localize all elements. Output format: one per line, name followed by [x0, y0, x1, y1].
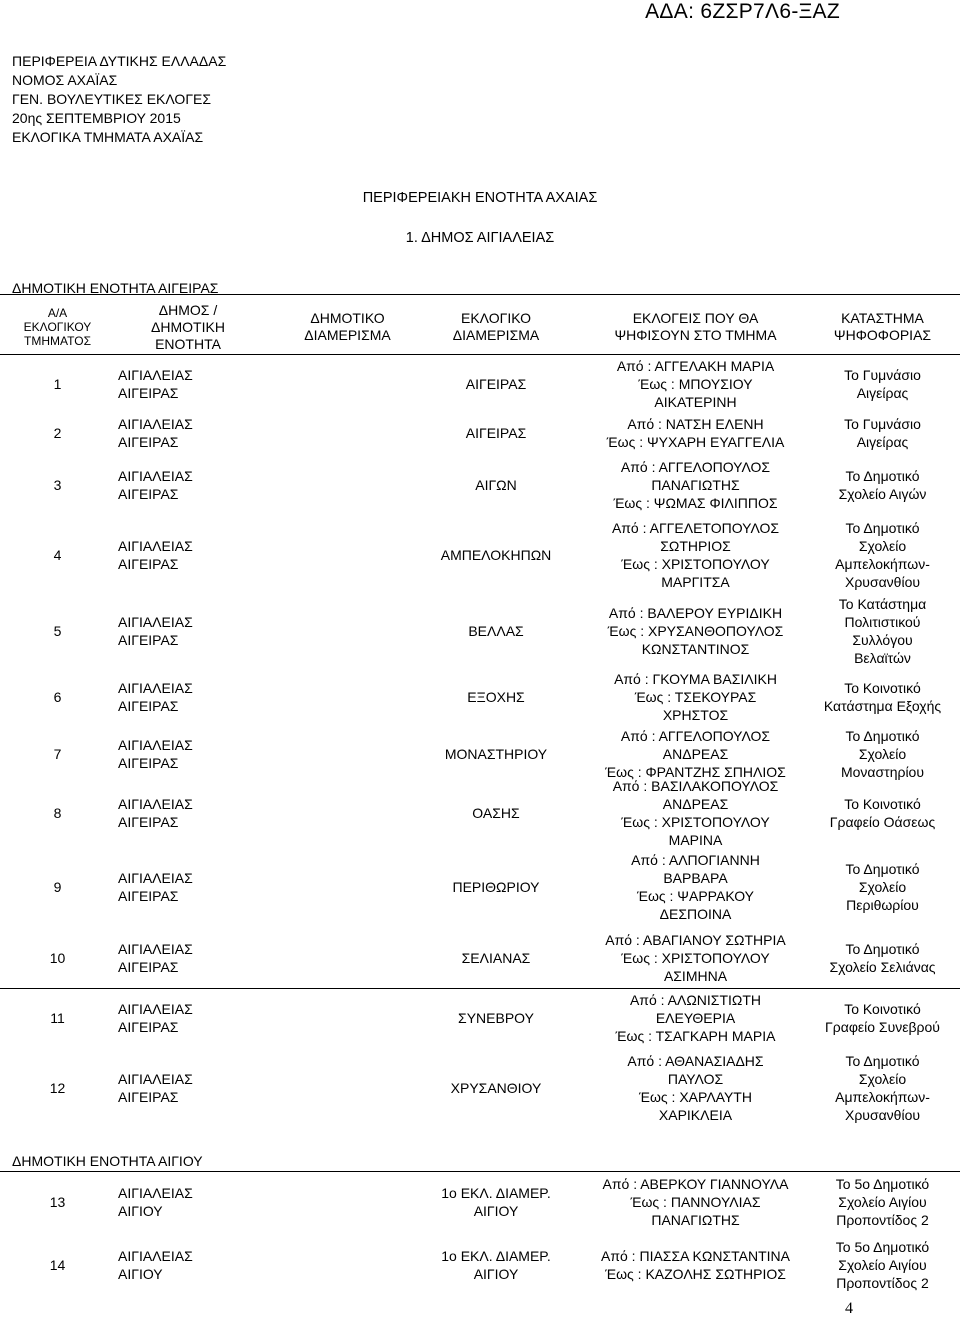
- cell-line: Σχολείο Αιγών: [838, 486, 927, 502]
- cell-line: Το Δημοτικό: [845, 520, 920, 536]
- cell-line: 4: [53, 547, 62, 563]
- header-municipality: [118, 298, 258, 356]
- header-voters: [578, 298, 813, 356]
- header-line: ΕΚΛΟΓΙΚΟ: [460, 310, 532, 326]
- cell-line: ΑΙΓΙΑΛΕΙΑΣ: [118, 468, 193, 484]
- electoral-district-cell: [418, 1050, 574, 1126]
- cell-line: 13: [49, 1194, 66, 1210]
- cell-line: ΕΞΟΧΗΣ: [467, 689, 525, 705]
- cell-line: ΑΙΓΙΟΥ: [473, 1266, 519, 1282]
- cell-line: Από : ΑΓΓΕΛΟΠΟΥΛΟΣ: [620, 728, 771, 744]
- cell-line: Σχολείο Αιγίου: [838, 1194, 927, 1210]
- cell-line: Σχολείο: [858, 1071, 907, 1087]
- cell-line: Προποντίδος 2: [836, 1275, 929, 1291]
- header-line: ΔΗΜΟΣ /: [158, 301, 218, 318]
- header-section-number: [10, 298, 105, 356]
- section-number: [10, 930, 105, 986]
- cell-line: ΑΙΓΙΑΛΕΙΑΣ: [118, 680, 193, 696]
- voters-range-cell: [578, 356, 813, 412]
- header-line: ΨΗΦΟΦΟΡΙΑΣ: [833, 327, 932, 343]
- cell-line: Το Δημοτικό: [845, 468, 920, 484]
- polling-station-cell: [810, 1050, 955, 1126]
- municipality-cell: [118, 454, 238, 516]
- cell-line: Έως : ΨΑΡΡΑΚΟΥ: [636, 888, 755, 904]
- header-polling-station: [810, 298, 955, 356]
- cell-line: Έως : ΜΠΟΥΣΙΟΥ: [638, 376, 753, 392]
- voters-range-cell: [578, 1234, 813, 1296]
- cell-line: ΑΙΓΕΙΡΑΣ: [118, 1089, 179, 1105]
- table-row: [0, 844, 960, 930]
- voters-range-cell: [578, 668, 813, 726]
- cell-line: Έως : ΨΥΧΑΡΗ ΕΥΑΓΓΕΛΙΑ: [606, 434, 785, 450]
- header-line: ΔΗΜΟΤΙΚΟ: [310, 310, 385, 326]
- table-row: [0, 1050, 960, 1126]
- municipality-cell: [118, 986, 238, 1050]
- municipality-cell: [118, 1050, 238, 1126]
- polling-station-cell: [810, 782, 955, 844]
- cell-line: 5: [53, 623, 62, 639]
- cell-line: Έως : ΧΡΙΣΤΟΠΟΥΛΟΥ: [621, 814, 770, 830]
- cell-line: Το Δημοτικό: [845, 728, 920, 744]
- cell-line: Από : ΓΚΟΥΜΑ ΒΑΣΙΛΙΚΗ: [614, 671, 777, 687]
- electoral-district-cell: [418, 782, 574, 844]
- section-number: [10, 1050, 105, 1126]
- cell-line: 2: [53, 425, 62, 441]
- page-number: 4: [845, 1300, 853, 1317]
- polling-station-cell: [810, 668, 955, 726]
- cell-line: Αιγείρας: [856, 385, 909, 401]
- cell-line: Από : ΑΓΓΕΛΕΤΟΠΟΥΛΟΣ: [611, 520, 780, 536]
- cell-line: Το Γυμνάσιο: [844, 367, 921, 383]
- cell-line: ΧΑΡΙΚΛΕΙΑ: [658, 1107, 733, 1123]
- cell-line: ΑΙΓΕΙΡΑΣ: [118, 434, 179, 450]
- cell-line: ΚΩΝΣΤΑΝΤΙΝΟΣ: [641, 641, 750, 657]
- table-row: [0, 986, 960, 1050]
- cell-line: ΑΙΓΙΑΛΕΙΑΣ: [118, 941, 193, 957]
- table-row: [0, 356, 960, 412]
- ada-code: ΑΔΑ: 6ΖΣΡ7Λ6-ΞΑΖ: [645, 0, 840, 23]
- cell-line: Από : ΑΛΩΝΙΣΤΙΩΤΗ: [629, 992, 762, 1008]
- cell-line: 14: [49, 1257, 66, 1273]
- table-row: [0, 594, 960, 668]
- document-headlines: [12, 52, 226, 147]
- cell-line: Από : ΑΘΑΝΑΣΙΑΔΗΣ: [627, 1053, 764, 1069]
- cell-line: Έως : ΧΡΙΣΤΟΠΟΥΛΟΥ: [621, 950, 770, 966]
- cell-line: ΑΙΓΕΙΡΑΣ: [465, 376, 527, 392]
- cell-line: Το Δημοτικό: [845, 861, 920, 877]
- cell-line: ΑΙΓΙΑΛΕΙΑΣ: [118, 796, 193, 812]
- cell-line: Σχολείο: [858, 746, 907, 762]
- electoral-district-cell: [418, 454, 574, 516]
- cell-line: ΑΙΓΙΑΛΕΙΑΣ: [118, 737, 193, 753]
- cell-line: 3: [53, 477, 62, 493]
- cell-line: ΑΝΔΡΕΑΣ: [662, 746, 729, 762]
- municipality-cell: [118, 356, 238, 412]
- municipality-cell: [118, 930, 238, 986]
- headline: ΠΕΡΙΦΕΡΕΙΑ ΔΥΤΙΚΗΣ ΕΛΛΑΔΑΣ: [12, 53, 227, 69]
- cell-line: Από : ΑΒΑΓΙΑΝΟΥ ΣΩΤΗΡΙΑ: [605, 932, 786, 948]
- header-municipal-district: [280, 298, 415, 356]
- cell-line: Σχολείο: [858, 879, 907, 895]
- electoral-district-cell: [418, 1234, 574, 1296]
- cell-line: Το 5ο Δημοτικό: [835, 1176, 930, 1192]
- section-number: [10, 356, 105, 412]
- cell-line: ΑΣΙΜΗΝΑ: [663, 968, 728, 984]
- table-rule: [0, 294, 960, 295]
- voters-range-cell: [578, 986, 813, 1050]
- municipality-cell: [118, 668, 238, 726]
- voters-range-cell: [578, 778, 813, 848]
- electoral-district-cell: [418, 412, 574, 454]
- header-line: ΕΚΛΟΓΙΚΟΥ: [23, 320, 92, 334]
- headline: ΕΚΛΟΓΙΚΑ ΤΜΗΜΑΤΑ ΑΧΑΪΑΣ: [12, 129, 204, 145]
- cell-line: Από : ΒΑΛΕΡΟΥ ΕΥΡΙΔΙΚΗ: [608, 605, 783, 621]
- cell-line: ΑΙΓΕΙΡΑΣ: [118, 556, 179, 572]
- cell-line: ΜΑΡΓΙΤΣΑ: [661, 574, 730, 590]
- cell-line: ΑΙΓΕΙΡΑΣ: [465, 425, 527, 441]
- header-line: ΤΜΗΜΑΤΟΣ: [24, 334, 91, 348]
- voters-range-cell: [578, 930, 813, 986]
- cell-line: ΟΑΣΗΣ: [472, 805, 520, 821]
- cell-line: Συλλόγου: [852, 632, 913, 648]
- voters-range-cell: [578, 844, 813, 930]
- cell-line: Κατάστημα Εξοχής: [823, 698, 942, 714]
- polling-station-cell: [810, 1234, 955, 1296]
- header-line: Α/Α: [47, 306, 68, 320]
- cell-line: ΑΙΓΙΑΛΕΙΑΣ: [118, 367, 193, 383]
- cell-line: Έως : ΦΡΑΝΤΖΗΣ ΣΠΗΛΙΟΣ: [605, 764, 786, 780]
- cell-line: ΑΙΓΙΑΛΕΙΑΣ: [118, 416, 193, 432]
- cell-line: ΒΑΡΒΑΡΑ: [663, 870, 728, 886]
- header-line: ΔΗΜΟΤΙΚΗ: [151, 318, 225, 335]
- cell-line: ΜΑΡΙΝΑ: [668, 832, 723, 848]
- table-row: [0, 778, 960, 848]
- cell-line: Το Κοινοτικό: [844, 680, 921, 696]
- cell-line: Αμπελοκήπων-: [835, 1089, 930, 1105]
- section-number: [10, 1170, 105, 1234]
- electoral-district-cell: [418, 668, 574, 726]
- cell-line: 6: [53, 689, 62, 705]
- headline: ΓΕΝ. ΒΟΥΛΕΥΤΙΚΕΣ ΕΚΛΟΓΕΣ: [12, 91, 212, 107]
- header-line: ΚΑΤΑΣΤΗΜΑ: [841, 310, 924, 326]
- cell-line: ΑΜΠΕΛΟΚΗΠΩΝ: [440, 547, 552, 563]
- cell-line: ΑΙΓΕΙΡΑΣ: [118, 632, 179, 648]
- cell-line: Περιθωρίου: [846, 897, 919, 913]
- voters-range-cell: [578, 516, 813, 594]
- municipality-cell: [118, 844, 238, 930]
- header-electoral-district: [418, 298, 574, 356]
- cell-line: ΠΑΝΑΓΙΩΤΗΣ: [651, 1212, 740, 1228]
- section-number: [10, 516, 105, 594]
- table-row: [0, 668, 960, 726]
- cell-line: ΠΕΡΙΘΩΡΙΟΥ: [452, 879, 540, 895]
- table-rule: [0, 354, 960, 355]
- cell-line: ΣΩΤΗΡΙΟΣ: [660, 538, 731, 554]
- polling-station-cell: [810, 454, 955, 516]
- section-number: [10, 782, 105, 844]
- cell-line: Από : ΑΓΓΕΛΑΚΗ ΜΑΡΙΑ: [616, 358, 775, 374]
- cell-line: Έως : ΤΣΕΚΟΥΡΑΣ: [634, 689, 757, 705]
- cell-line: ΑΙΓΙΑΛΕΙΑΣ: [118, 538, 193, 554]
- cell-line: Από : ΠΙΑΣΣΑ ΚΩΝΣΤΑΝΤΙΝΑ: [601, 1248, 790, 1264]
- cell-line: Σχολείο Αιγίου: [838, 1257, 927, 1273]
- section-number: [10, 668, 105, 726]
- cell-line: Μοναστηρίου: [840, 764, 924, 780]
- cell-line: ΑΙΓΕΙΡΑΣ: [118, 959, 179, 975]
- cell-line: ΑΙΓΙΟΥ: [473, 1203, 519, 1219]
- cell-line: Έως : ΤΣΑΓΚΑΡΗ ΜΑΡΙΑ: [615, 1028, 776, 1044]
- voters-range-cell: [578, 454, 813, 516]
- electoral-district-cell: [418, 986, 574, 1050]
- cell-line: ΣΕΛΙΑΝΑΣ: [461, 950, 531, 966]
- section-number: [10, 986, 105, 1050]
- cell-line: ΜΟΝΑΣΤΗΡΙΟΥ: [444, 746, 548, 762]
- cell-line: ΑΙΓΕΙΡΑΣ: [118, 814, 179, 830]
- cell-line: Το Κοινοτικό: [844, 796, 921, 812]
- municipality-cell: [118, 726, 238, 782]
- cell-line: Έως : ΠΑΝΝΟΥΛΙΑΣ: [630, 1194, 761, 1210]
- header-line: ΨΗΦΙΣΟΥΝ ΣΤΟ ΤΜΗΜΑ: [614, 327, 777, 343]
- polling-station-cell: [810, 1170, 955, 1234]
- cell-line: 10: [49, 950, 66, 966]
- cell-line: Έως : ΨΩΜΑΣ ΦΙΛΙΠΠΟΣ: [613, 495, 778, 511]
- cell-line: ΠΑΥΛΟΣ: [667, 1071, 724, 1087]
- municipality-cell: [118, 782, 238, 844]
- table-rule: [0, 988, 960, 989]
- cell-line: Αμπελοκήπων-: [835, 556, 930, 572]
- electoral-district-cell: [418, 726, 574, 782]
- electoral-district-cell: [418, 930, 574, 986]
- cell-line: Αιγείρας: [856, 434, 909, 450]
- cell-line: 1ο ΕΚΛ. ΔΙΑΜΕΡ.: [441, 1248, 551, 1264]
- cell-line: ΒΕΛΛΑΣ: [468, 623, 524, 639]
- cell-line: ΠΑΝΑΓΙΩΤΗΣ: [651, 477, 740, 493]
- cell-line: Έως : ΚΑΖΟΛΗΣ ΣΩΤΗΡΙΟΣ: [605, 1266, 786, 1282]
- cell-line: Το Δημοτικό: [845, 941, 920, 957]
- cell-line: ΑΙΓΕΙΡΑΣ: [118, 755, 179, 771]
- cell-line: Το Κατάστημα: [838, 596, 927, 612]
- cell-line: Από : ΑΛΠΟΓΙΑΝΝΗ: [631, 852, 760, 868]
- header-line: ΔΙΑΜΕΡΙΣΜΑ: [452, 327, 540, 343]
- cell-line: Χρυσανθίου: [844, 1107, 921, 1123]
- cell-line: Από : ΒΑΣΙΛΑΚΟΠΟΥΛΟΣ: [612, 778, 779, 794]
- cell-line: Το 5ο Δημοτικό: [835, 1239, 930, 1255]
- cell-line: Από : ΑΒΕΡΚΟΥ ΓΙΑΝΝΟΥΛΑ: [602, 1176, 789, 1192]
- cell-line: 11: [50, 1010, 65, 1026]
- cell-line: Σχολείο Σελιάνας: [829, 959, 936, 975]
- cell-line: ΑΙΓΕΙΡΑΣ: [118, 698, 179, 714]
- municipality-cell: [118, 594, 238, 668]
- cell-line: Γραφείο Οάσεως: [829, 814, 936, 830]
- voters-range-cell: [578, 412, 813, 454]
- header-line: ΕΚΛΟΓΕΙΣ ΠΟΥ ΘΑ: [632, 310, 759, 326]
- cell-line: Γραφείο Συνεβρού: [825, 1019, 940, 1035]
- section-number: [10, 594, 105, 668]
- municipality-title: 1. ΔΗΜΟΣ ΑΙΓΙΑΛΕΙΑΣ: [405, 230, 555, 246]
- polling-station-cell: [810, 516, 955, 594]
- cell-line: ΑΙΓΙΑΛΕΙΑΣ: [118, 614, 193, 630]
- cell-line: ΑΙΚΑΤΕΡΙΝΗ: [654, 394, 737, 410]
- cell-line: ΑΙΓΙΑΛΕΙΑΣ: [118, 1248, 193, 1264]
- headline: ΝΟΜΟΣ ΑΧΑΪΑΣ: [12, 72, 118, 88]
- cell-line: ΕΛΕΥΘΕΡΙΑ: [655, 1010, 736, 1026]
- cell-line: ΑΙΓΙΑΛΕΙΑΣ: [118, 1071, 193, 1087]
- municipality-cell: [118, 516, 238, 594]
- section-number: [10, 844, 105, 930]
- table-row: [0, 516, 960, 594]
- electoral-district-cell: [418, 516, 574, 594]
- polling-station-cell: [810, 986, 955, 1050]
- cell-line: ΧΡΥΣΑΝΘΙΟΥ: [450, 1080, 542, 1096]
- section-number: [10, 726, 105, 782]
- cell-line: ΧΡΗΣΤΟΣ: [662, 707, 729, 723]
- municipality-cell: [118, 1234, 238, 1296]
- cell-line: ΑΙΓΕΙΡΑΣ: [118, 888, 179, 904]
- cell-line: ΑΙΓΕΙΡΑΣ: [118, 1019, 179, 1035]
- cell-line: ΑΙΓΙΟΥ: [118, 1203, 163, 1219]
- regional-unit-title: ΠΕΡΙΦΕΡΕΙΑΚΗ ΕΝΟΤΗΤΑ ΑΧΑΙΑΣ: [362, 190, 598, 206]
- voters-range-cell: [578, 726, 813, 782]
- polling-station-cell: [810, 594, 955, 668]
- cell-line: Το Κοινοτικό: [844, 1001, 921, 1017]
- cell-line: ΑΙΓΩΝ: [475, 477, 517, 493]
- cell-line: ΔΕΣΠΟΙΝΑ: [659, 906, 732, 922]
- cell-line: ΑΙΓΕΙΡΑΣ: [118, 385, 179, 401]
- electoral-district-cell: [418, 594, 574, 668]
- cell-line: Το Γυμνάσιο: [844, 416, 921, 432]
- voters-range-cell: [578, 1170, 813, 1234]
- cell-line: Σχολείο: [858, 538, 907, 554]
- table-row: [0, 412, 960, 454]
- table-row: [0, 454, 960, 516]
- cell-line: 12: [49, 1080, 66, 1096]
- cell-line: 7: [53, 746, 62, 762]
- cell-line: 9: [53, 879, 62, 895]
- voters-range-cell: [578, 594, 813, 668]
- cell-line: Το Δημοτικό: [845, 1053, 920, 1069]
- electoral-district-cell: [418, 1170, 574, 1234]
- headline: 20ης ΣΕΠΤΕΜΒΡΙΟΥ 2015: [12, 110, 181, 126]
- section-number: [10, 412, 105, 454]
- cell-line: Χρυσανθίου: [844, 574, 921, 590]
- table-row: [0, 1234, 960, 1296]
- cell-line: Έως : ΧΑΡΛΑΥΤΗ: [639, 1089, 752, 1105]
- cell-line: Πολιτιστικού: [844, 614, 921, 630]
- section-number: [10, 454, 105, 516]
- cell-line: Βελαϊτών: [854, 650, 911, 666]
- cell-line: Προποντίδος 2: [836, 1212, 929, 1228]
- section-number: [10, 1234, 105, 1296]
- header-line: ΕΝΟΤΗΤΑ: [155, 335, 221, 352]
- cell-line: 1ο ΕΚΛ. ΔΙΑΜΕΡ.: [441, 1185, 551, 1201]
- cell-line: ΑΙΓΙΟΥ: [118, 1266, 163, 1282]
- municipal-unit-title: ΔΗΜΟΤΙΚΗ ΕΝΟΤΗΤΑ ΑΙΓΕΙΡΑΣ: [12, 280, 219, 296]
- cell-line: ΑΙΓΕΙΡΑΣ: [118, 486, 179, 502]
- polling-station-cell: [810, 930, 955, 986]
- cell-line: Από : ΑΓΓΕΛΟΠΟΥΛΟΣ: [620, 459, 771, 475]
- cell-line: Από : ΝΑΤΣΗ ΕΛΕΝΗ: [627, 416, 764, 432]
- voters-range-cell: [578, 1050, 813, 1126]
- polling-station-cell: [810, 356, 955, 412]
- electoral-district-cell: [418, 844, 574, 930]
- cell-line: Έως : ΧΡΙΣΤΟΠΟΥΛΟΥ: [621, 556, 770, 572]
- municipality-cell: [118, 412, 238, 454]
- municipality-cell: [118, 1170, 238, 1234]
- table-row: [0, 1170, 960, 1234]
- cell-line: Έως : ΧΡΥΣΑΝΘΟΠΟΥΛΟΣ: [607, 623, 784, 639]
- municipal-unit-title: ΔΗΜΟΤΙΚΗ ΕΝΟΤΗΤΑ ΑΙΓΙΟΥ: [12, 1153, 203, 1169]
- cell-line: ΑΙΓΙΑΛΕΙΑΣ: [118, 1001, 193, 1017]
- cell-line: 1: [53, 376, 62, 392]
- polling-station-cell: [810, 726, 955, 782]
- polling-station-cell: [810, 412, 955, 454]
- table-row: [0, 726, 960, 782]
- cell-line: ΑΙΓΙΑΛΕΙΑΣ: [118, 1185, 193, 1201]
- cell-line: ΑΝΔΡΕΑΣ: [662, 796, 729, 812]
- header-line: ΔΙΑΜΕΡΙΣΜΑ: [304, 327, 391, 343]
- polling-station-cell: [810, 844, 955, 930]
- cell-line: ΑΙΓΙΑΛΕΙΑΣ: [118, 870, 193, 886]
- cell-line: ΣΥΝΕΒΡΟΥ: [458, 1010, 534, 1026]
- table-header: [0, 298, 960, 356]
- cell-line: 8: [53, 805, 62, 821]
- electoral-district-cell: [418, 356, 574, 412]
- table-row: [0, 930, 960, 986]
